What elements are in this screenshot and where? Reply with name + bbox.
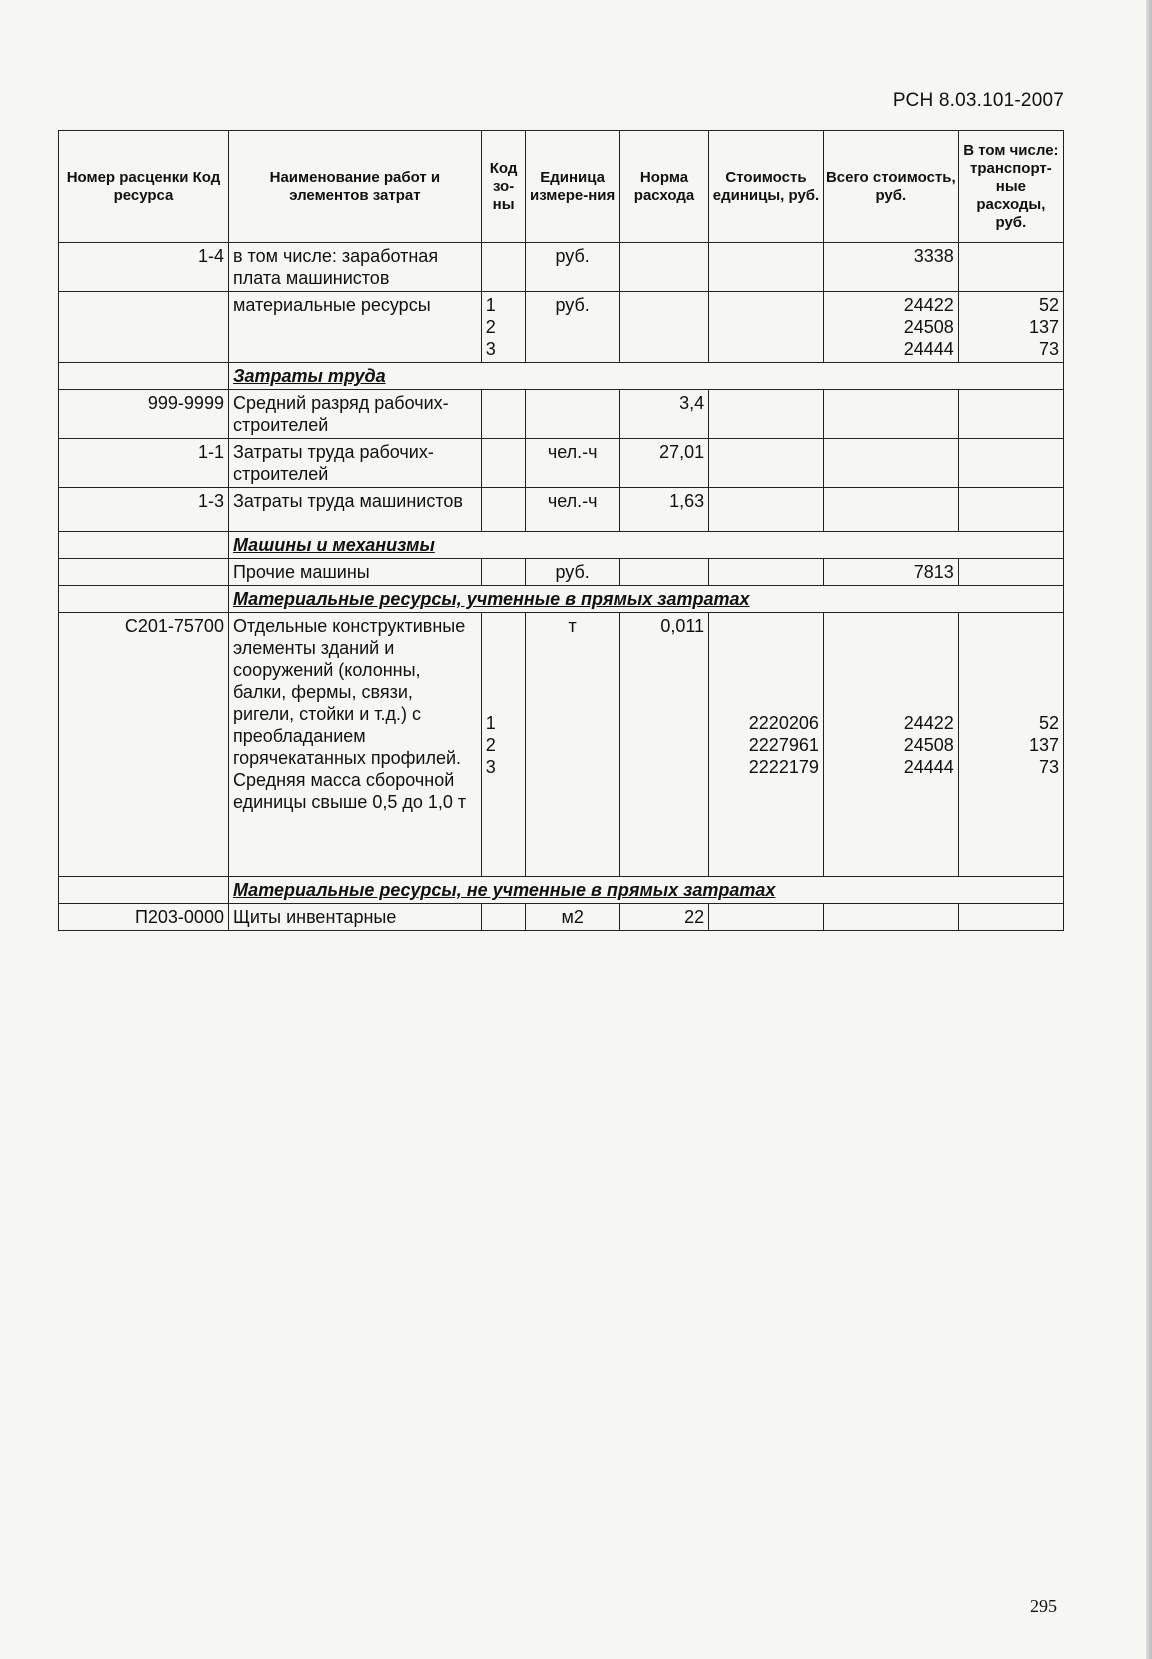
page-number: 295 bbox=[1030, 1596, 1057, 1616]
col-header-norm: Норма расхода bbox=[619, 131, 708, 243]
cell-code: 1-3 bbox=[59, 488, 229, 532]
cell-zone bbox=[481, 904, 526, 931]
cell-unit: чел.-ч bbox=[526, 439, 619, 488]
cell-transport bbox=[958, 292, 1063, 363]
cell-total bbox=[823, 904, 958, 931]
cell-transport bbox=[958, 904, 1063, 931]
cell-norm bbox=[619, 292, 708, 363]
transport-value: 52 bbox=[1038, 712, 1059, 733]
cell-code: С201-75700 bbox=[59, 613, 229, 877]
cell-norm: 3,4 bbox=[619, 390, 708, 439]
rates-table bbox=[58, 130, 1064, 931]
zone-value: 1 bbox=[485, 712, 496, 733]
col-header-transport: В том числе: транспорт-ные расходы, руб. bbox=[958, 131, 1063, 243]
col-header-name: Наименование работ и элементов затрат bbox=[228, 131, 481, 243]
cell-unit-cost bbox=[709, 292, 824, 363]
cell-total bbox=[823, 292, 958, 363]
cell-norm bbox=[619, 559, 708, 586]
document-code: РСН 8.03.101-2007 bbox=[892, 90, 1064, 111]
zone-value: 2 bbox=[485, 734, 496, 755]
table-row bbox=[59, 904, 1064, 931]
cell-name: Затраты труда рабочих-строителей bbox=[228, 439, 481, 488]
section-title: Материальные ресурсы, учтенные в прямых затратах bbox=[228, 586, 1063, 613]
total-value: 24508 bbox=[903, 734, 954, 755]
page-edge bbox=[1146, 0, 1152, 1659]
cell-code bbox=[59, 877, 229, 904]
cell-unit bbox=[526, 390, 619, 439]
section-row bbox=[59, 877, 1064, 904]
cell-name: Средний разряд рабочих-строителей bbox=[228, 390, 481, 439]
table-row bbox=[59, 243, 1064, 292]
table-row bbox=[59, 390, 1064, 439]
cell-zone bbox=[481, 390, 526, 439]
cell-unit-cost bbox=[709, 904, 824, 931]
cell-unit-cost bbox=[709, 488, 824, 532]
cell-name: Отдельные конструктивные элементы зданий и сооружений (колонны, балки, фермы, связи, ригели, стойки и т.д.) с преобладанием горячекатанных профилей. Средняя масса сборочной единицы свыше 0,5 до 1,0 т bbox=[228, 613, 481, 877]
cell-code: П203-0000 bbox=[59, 904, 229, 931]
cell-zone bbox=[481, 488, 526, 532]
cell-norm: 1,63 bbox=[619, 488, 708, 532]
cell-name: материальные ресурсы bbox=[228, 292, 481, 363]
unit-cost-value: 2227961 bbox=[748, 734, 819, 755]
cell-norm: 0,011 bbox=[619, 613, 708, 877]
total-value: 24444 bbox=[903, 756, 954, 777]
zone-value: 3 bbox=[485, 756, 496, 777]
transport-value: 73 bbox=[1038, 339, 1059, 359]
total-value: 24422 bbox=[903, 295, 954, 315]
cell-transport bbox=[958, 559, 1063, 586]
cell-unit-cost bbox=[709, 613, 824, 877]
zone-value: 2 bbox=[485, 317, 496, 337]
cell-total bbox=[823, 488, 958, 532]
section-row bbox=[59, 586, 1064, 613]
cell-norm: 27,01 bbox=[619, 439, 708, 488]
total-value: 24508 bbox=[903, 317, 954, 337]
cell-norm bbox=[619, 243, 708, 292]
unit-cost-value: 2220206 bbox=[748, 712, 819, 733]
section-title: Материальные ресурсы, не учтенные в прямых затратах bbox=[228, 877, 1063, 904]
cell-total: 7813 bbox=[823, 559, 958, 586]
cell-total bbox=[823, 613, 958, 877]
col-header-zone: Код зо-ны bbox=[481, 131, 526, 243]
col-header-unit-cost: Стоимость единицы, руб. bbox=[709, 131, 824, 243]
zone-value: 1 bbox=[485, 295, 496, 315]
cell-transport bbox=[958, 488, 1063, 532]
table-row bbox=[59, 488, 1064, 532]
unit-cost-value: 2222179 bbox=[748, 756, 819, 777]
cell-unit-cost bbox=[709, 439, 824, 488]
table-row bbox=[59, 292, 1064, 363]
cell-transport bbox=[958, 439, 1063, 488]
transport-value: 52 bbox=[1038, 295, 1059, 315]
cell-code bbox=[59, 532, 229, 559]
cell-code: 1-1 bbox=[59, 439, 229, 488]
transport-value: 137 bbox=[1028, 734, 1059, 755]
cell-code: 999-9999 bbox=[59, 390, 229, 439]
transport-value: 137 bbox=[1028, 317, 1059, 337]
col-header-unit: Единица измере-ния bbox=[526, 131, 619, 243]
section-title: Затраты труда bbox=[228, 363, 1063, 390]
cell-code bbox=[59, 586, 229, 613]
cell-zone bbox=[481, 613, 526, 877]
cell-name: в том числе: заработная плата машинистов bbox=[228, 243, 481, 292]
table-header-row bbox=[59, 131, 1064, 243]
cell-norm: 22 bbox=[619, 904, 708, 931]
cell-zone bbox=[481, 439, 526, 488]
cell-zone bbox=[481, 243, 526, 292]
cell-unit: т bbox=[526, 613, 619, 877]
total-value: 24422 bbox=[903, 712, 954, 733]
total-value: 24444 bbox=[903, 339, 954, 359]
cell-unit-cost bbox=[709, 559, 824, 586]
cell-unit-cost bbox=[709, 243, 824, 292]
table-row bbox=[59, 439, 1064, 488]
cell-transport bbox=[958, 613, 1063, 877]
cell-zone bbox=[481, 559, 526, 586]
section-title: Машины и механизмы bbox=[228, 532, 1063, 559]
cell-unit: м2 bbox=[526, 904, 619, 931]
cell-unit: руб. bbox=[526, 292, 619, 363]
cell-zone bbox=[481, 292, 526, 363]
cell-transport bbox=[958, 243, 1063, 292]
cell-unit-cost bbox=[709, 390, 824, 439]
cell-total bbox=[823, 439, 958, 488]
cell-code bbox=[59, 559, 229, 586]
cell-code bbox=[59, 292, 229, 363]
cell-code bbox=[59, 363, 229, 390]
zone-value: 3 bbox=[485, 339, 496, 359]
section-row bbox=[59, 363, 1064, 390]
transport-value: 73 bbox=[1038, 756, 1059, 777]
section-row bbox=[59, 532, 1064, 559]
cell-transport bbox=[958, 390, 1063, 439]
table-row bbox=[59, 559, 1064, 586]
table-row bbox=[59, 613, 1064, 877]
cell-total: 3338 bbox=[823, 243, 958, 292]
cell-name: Затраты труда машинистов bbox=[228, 488, 481, 532]
col-header-code: Номер расценки Код ресурса bbox=[59, 131, 229, 243]
cell-code: 1-4 bbox=[59, 243, 229, 292]
cell-total bbox=[823, 390, 958, 439]
cell-name: Щиты инвентарные bbox=[228, 904, 481, 931]
col-header-total-cost: Всего стоимость, руб. bbox=[823, 131, 958, 243]
cell-unit: руб. bbox=[526, 559, 619, 586]
cell-name: Прочие машины bbox=[228, 559, 481, 586]
cell-unit: руб. bbox=[526, 243, 619, 292]
cell-unit: чел.-ч bbox=[526, 488, 619, 532]
